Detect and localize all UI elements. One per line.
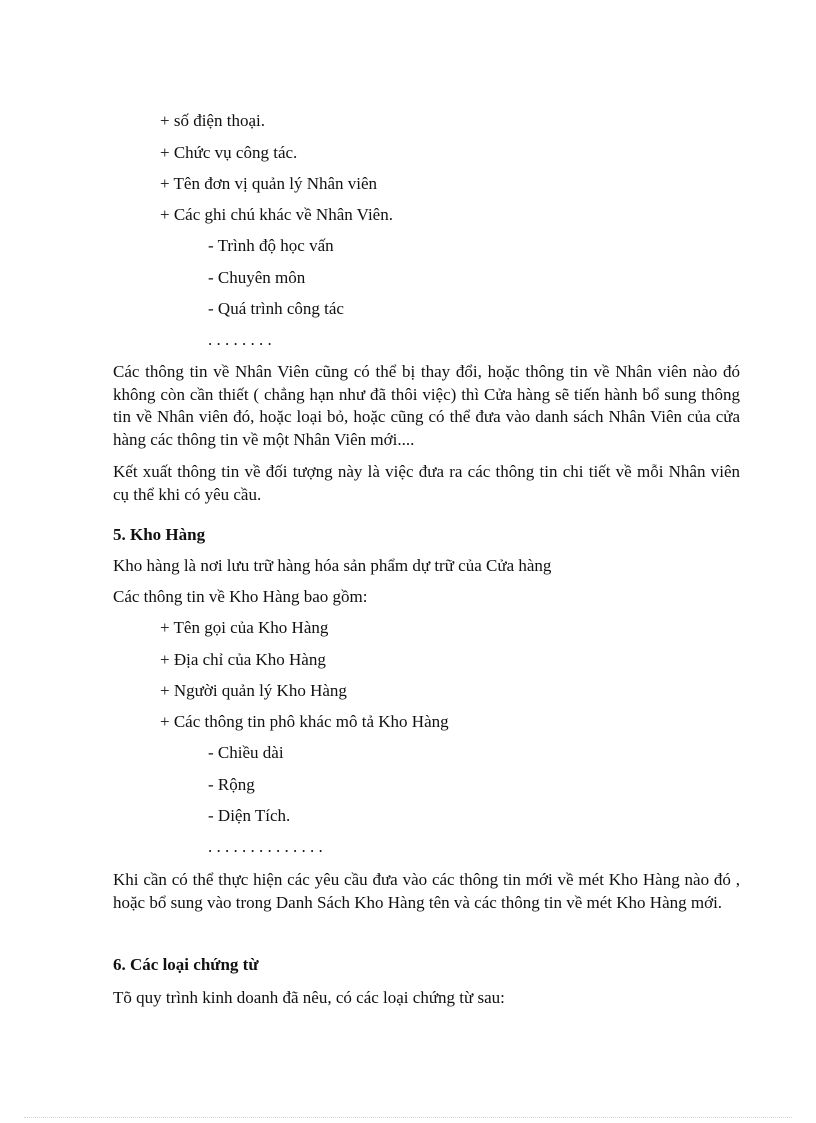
warehouse-list-intro: Các thông tin về Kho Hàng bao gồm: <box>113 587 368 606</box>
section-heading-warehouse: 5. Kho Hàng <box>113 525 206 544</box>
staff-field-notes: + Các ghi chú khác về Nhân Viên. <box>160 205 393 224</box>
warehouse-detail-width: - Rộng <box>208 775 255 794</box>
staff-paragraph-export: Kết xuất thông tin về đối tượng này là việc đưa ra các thông tin chi tiết về mỗi Nhân viên cụ thể khi có yêu cầu. <box>113 462 740 504</box>
staff-note-history: - Quá trình công tác <box>208 299 344 318</box>
warehouse-field-other: + Các thông tin phô khác mô tả Kho Hàng <box>160 712 449 731</box>
staff-paragraph-changes: Các thông tin về Nhân Viên cũng có thể bị thay đổi, hoặc thông tin về Nhân viên nào đó không còn cần thiết ( chẳng hạn như đã thôi việc) thì Cửa hàng sẽ tiến hành bổ sung thông tin về Nhân viên đó, hoặc loại bỏ, hoặc cũng có thể đưa vào danh sách Nhân Viên của cửa hàng các thông tin về một Nhân Viên mới.... <box>113 362 740 449</box>
warehouse-intro: Kho hàng là nơi lưu trữ hàng hóa sản phẩm dự trữ của Cửa hàng <box>113 556 552 575</box>
staff-field-unit: + Tên đơn vị quản lý Nhân viên <box>160 174 378 193</box>
staff-field-phone: + số điện thoại. <box>160 111 265 130</box>
warehouse-field-address: + Địa chỉ của Kho Hàng <box>160 650 326 669</box>
warehouse-detail-area: - Diện Tích. <box>208 806 291 825</box>
staff-field-position: + Chức vụ công tác. <box>160 143 298 162</box>
warehouse-ellipsis: . . . . . . . . . . . . . . <box>208 837 323 856</box>
staff-note-education: - Trình độ học vấn <box>208 236 334 255</box>
warehouse-field-name: + Tên gọi của Kho Hàng <box>160 618 329 637</box>
page-bottom-divider <box>24 1117 792 1118</box>
warehouse-detail-length: - Chiều dài <box>208 743 284 762</box>
warehouse-field-manager: + Người quản lý Kho Hàng <box>160 681 347 700</box>
staff-note-specialty: - Chuyên môn <box>208 268 306 287</box>
section-heading-documents: 6. Các loại chứng từ <box>113 955 259 974</box>
warehouse-paragraph: Khi cần có thể thực hiện các yêu cầu đưa vào các thông tin mới về mét Kho Hàng nào đó , hoặc bổ sung vào trong Danh Sách Kho Hàng tên và các thông tin về mét Kho Hàng mới. <box>113 870 740 912</box>
documents-intro: Tõ quy trình kinh doanh đã nêu, có các loại chứng từ sau: <box>113 988 505 1007</box>
staff-ellipsis: . . . . . . . . <box>208 330 272 349</box>
